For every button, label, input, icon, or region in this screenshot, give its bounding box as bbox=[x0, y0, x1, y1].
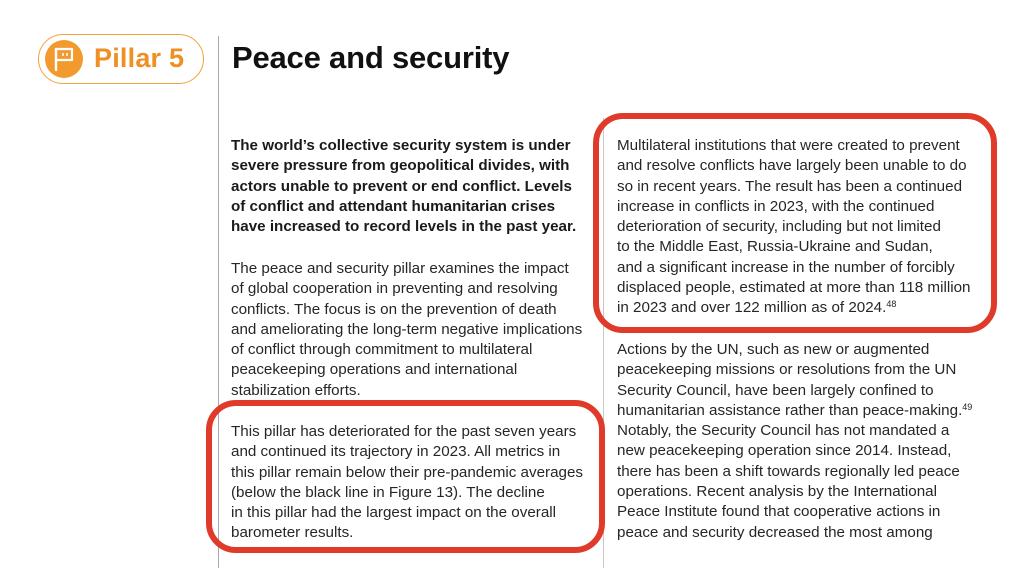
pillar-badge bbox=[38, 34, 204, 84]
left-paragraph-1: The peace and security pillar examines the impact of global cooperation in preventing and resolving conflicts. The focus is on the prevention of death and ameliorating the long-term negative implications of conflict through commitment to multilateral peacekeeping operations and international stabilization efforts. bbox=[231, 260, 583, 399]
footnote-ref-48[interactable]: 48 bbox=[886, 299, 897, 310]
flag-icon bbox=[45, 40, 83, 78]
pillar-label: Pillar 5 bbox=[94, 43, 185, 73]
right-paragraph-2 bbox=[617, 340, 972, 543]
highlight-box-right bbox=[593, 113, 997, 333]
footnote-ref-49[interactable]: 49 bbox=[962, 401, 973, 412]
right-paragraph-2-text-b: Notably, the Security Council has not mandated a new peacekeeping operation since 2014. Instead, there has been a shift towards regionally led peace operations. Recent analysis by the International Peace Institute found that cooperative actions in peace and security decreased the most among bbox=[617, 422, 960, 541]
right-paragraph-2-text-a: Actions by the UN, such as new or augmented peacekeeping missions or resolutions from the UN Security Council, have been largely confined to humanitarian assistance rather than peace-making. bbox=[617, 341, 963, 419]
page-title: Peace and security bbox=[232, 40, 510, 75]
highlight-box-left bbox=[206, 400, 605, 553]
right-paragraph-1-text: Multilateral institutions that were created to prevent and resolve conflicts have largely been unable to do so in recent years. The result has been a continued increase in conflicts in 2023, with the continued deterioration of security, including but not limited to the Middle East, Russia-Ukraine and Sudan, and a significant increase in the number of forcibly displaced people, estimated at more than 118 million in 2023 and over 122 million as of 2024. bbox=[617, 137, 971, 317]
left-paragraph-2: This pillar has deteriorated for the past seven years and continued its trajectory in 2023. All metrics in this pillar remain below their pre-pandemic averages (below the black line in Figure 13). The decline in this pillar had the largest impact on the overall barometer results. bbox=[231, 423, 584, 542]
lead-paragraph: The world’s collective security system is under severe pressure from geopolitical divides, with actors unable to prevent or end conflict. Levels of conflict and attendant humanitarian crises have increased to record levels in the past year. bbox=[231, 137, 577, 236]
